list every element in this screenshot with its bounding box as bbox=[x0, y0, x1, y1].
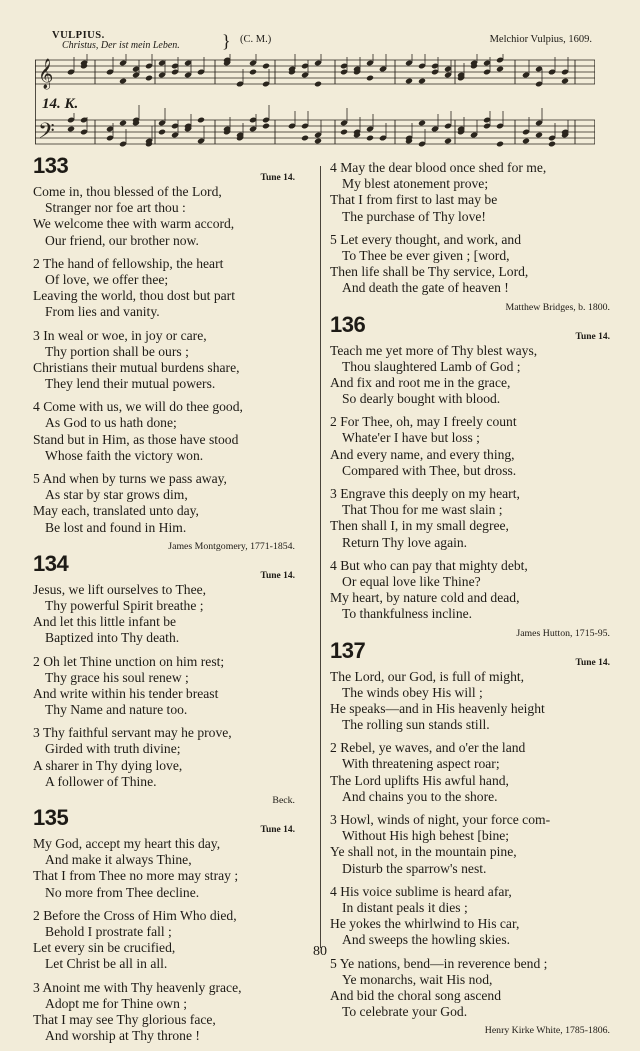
tune-name: VULPIUS. bbox=[52, 30, 105, 41]
verse-line: Thy portion shall be ours ; bbox=[45, 343, 189, 359]
note-head bbox=[301, 135, 309, 142]
verse-line: Come in, thou blessed of the Lord, bbox=[33, 184, 222, 199]
verse-line: Teach me yet more of Thy blest ways, bbox=[330, 342, 538, 358]
attribution: Henry Kirke White, 1785-1806. bbox=[484, 1025, 610, 1037]
stanza bbox=[33, 582, 295, 647]
hymn-number: 137 bbox=[330, 637, 366, 663]
stanza bbox=[330, 343, 610, 408]
verse-line: Whate'er I have but loss ; bbox=[342, 430, 480, 446]
attribution: James Montgomery, 1771-1854. bbox=[168, 540, 295, 552]
verse-line: Let every sin be crucified, bbox=[33, 940, 176, 956]
tune-reference: Tune 14. bbox=[575, 331, 610, 342]
hymn-number: 133 bbox=[33, 153, 69, 178]
verse-line: 3 Howl, winds of night, your force com- bbox=[330, 812, 551, 827]
stanza bbox=[330, 740, 610, 805]
verse-line: 3 Anoint me with Thy heavenly grace, bbox=[33, 979, 242, 995]
verse-line: Leaving the world, thou dost but part bbox=[33, 288, 235, 304]
hymn-block bbox=[33, 153, 295, 554]
stanza bbox=[33, 836, 295, 901]
note-head bbox=[314, 138, 322, 145]
hymn-header bbox=[330, 311, 610, 343]
stanza bbox=[330, 486, 610, 551]
brace-glyph: } bbox=[222, 31, 231, 51]
verse-line: My blest atonement prove; bbox=[342, 176, 489, 192]
stanza bbox=[330, 558, 610, 623]
clef-glyph: 𝄞 bbox=[38, 59, 54, 89]
verse-line: He yokes the whirlwind to His car, bbox=[330, 916, 520, 932]
stanza bbox=[330, 160, 610, 225]
verse-line: Stranger nor foe art thou : bbox=[45, 200, 186, 216]
verse-line: The winds obey His will ; bbox=[342, 684, 483, 700]
note-head bbox=[119, 120, 127, 127]
verse-line: And chains you to the shore. bbox=[342, 788, 498, 804]
note-head bbox=[418, 120, 426, 127]
attribution: James Hutton, 1715-95. bbox=[516, 627, 610, 639]
hymn-number: 134 bbox=[33, 550, 69, 576]
column-divider bbox=[320, 166, 321, 948]
tune-number: 14. K. bbox=[42, 96, 79, 112]
stanza bbox=[330, 669, 610, 734]
verse-line: And sweeps the howling skies. bbox=[342, 932, 511, 948]
hymn-block bbox=[33, 550, 295, 808]
verse-line: Disturb the sparrow's nest. bbox=[342, 860, 487, 876]
verse-line: My God, accept my heart this day, bbox=[33, 836, 221, 851]
verse-line: That I from Thee no more may stray ; bbox=[33, 868, 239, 884]
hymn-number: 136 bbox=[330, 311, 366, 337]
verse-line: And fix and root me in the grace, bbox=[330, 374, 511, 390]
verse-line: 4 Come with us, we will do thee good, bbox=[33, 399, 243, 415]
tune-header bbox=[52, 30, 592, 52]
note-head bbox=[444, 138, 452, 145]
hymn-header bbox=[33, 805, 295, 836]
verse-line: He speaks—and in His heavenly height bbox=[330, 700, 545, 716]
note-head bbox=[405, 78, 413, 85]
hymn-block bbox=[330, 637, 610, 1039]
note-head bbox=[548, 141, 556, 148]
verse-line: 2 The hand of fellowship, the heart bbox=[33, 255, 224, 271]
hymn-number: 135 bbox=[33, 805, 69, 830]
verse-line: Ye monarchs, wait His nod, bbox=[342, 971, 493, 987]
verse-line: 3 In weal or woe, in joy or care, bbox=[33, 327, 207, 343]
left-column bbox=[33, 153, 295, 1051]
verse-line: No more from Thee decline. bbox=[45, 884, 200, 900]
note-head bbox=[522, 138, 530, 145]
verse-line: 5 And when by turns we pass away, bbox=[33, 471, 227, 486]
verse-line: The purchase of Thy love! bbox=[342, 208, 486, 224]
music-score bbox=[35, 54, 595, 162]
verse-line: Jesus, we lift ourselves to Thee, bbox=[33, 581, 207, 597]
note-head bbox=[249, 69, 257, 76]
hymn-header bbox=[33, 550, 295, 582]
note-head bbox=[262, 63, 270, 70]
verse-line: A sharer in Thy dying love, bbox=[33, 757, 183, 773]
verse-line: With threatening aspect roar; bbox=[342, 756, 500, 772]
verse-line: Then shall I, in my small degree, bbox=[330, 518, 509, 534]
verse-line: And worship at Thy throne ! bbox=[45, 1028, 200, 1044]
verse-line: 2 Oh let Thine unction on him rest; bbox=[33, 653, 225, 669]
verse-line: My heart, by nature cold and dead, bbox=[330, 590, 520, 606]
note-head bbox=[366, 75, 374, 82]
verse-line: Or equal love like Thine? bbox=[342, 573, 481, 589]
verse-line: Ye shall not, in the mountain pine, bbox=[330, 844, 517, 860]
clef-glyph: 𝄢 bbox=[38, 119, 55, 149]
note-head bbox=[119, 78, 127, 85]
verse-line: Of love, we offer thee; bbox=[45, 271, 169, 287]
verse-line: As star by star grows dim, bbox=[45, 487, 188, 503]
verse-line: That I may see Thy glorious face, bbox=[33, 1011, 216, 1027]
hymn-header bbox=[330, 637, 610, 669]
stanza bbox=[330, 812, 610, 877]
hymn-block bbox=[33, 805, 295, 1044]
note-head bbox=[535, 132, 543, 139]
note-head bbox=[262, 123, 270, 130]
verse-line: The Lord uplifts His awful hand, bbox=[330, 772, 509, 788]
verse-line: 4 But who can pay that mighty debt, bbox=[330, 557, 528, 573]
stanza bbox=[33, 654, 295, 719]
stanza bbox=[33, 328, 295, 393]
note-head bbox=[314, 81, 322, 88]
verse-line: And death the gate of heaven ! bbox=[342, 280, 509, 296]
note-head bbox=[366, 135, 374, 142]
hymn-header bbox=[33, 153, 295, 184]
stanza bbox=[330, 884, 610, 949]
stanza bbox=[330, 956, 610, 1021]
note-head bbox=[418, 78, 426, 85]
verse-line: As God to us hath done; bbox=[45, 415, 177, 431]
verse-line: Be lost and found in Him. bbox=[45, 519, 187, 535]
tune-meter: (C. M.) bbox=[240, 34, 272, 45]
verse-line: And let this little infant be bbox=[33, 614, 177, 630]
verse-line: 3 Engrave this deeply on my heart, bbox=[330, 486, 520, 501]
verse-line: And write within his tender breast bbox=[33, 685, 219, 701]
verse-line: That I from first to last may be bbox=[330, 192, 498, 208]
stanza bbox=[33, 399, 295, 464]
tune-reference: Tune 14. bbox=[260, 825, 295, 835]
stanza bbox=[330, 414, 610, 479]
note-head bbox=[158, 129, 166, 136]
stanza bbox=[330, 232, 610, 297]
verse-line: 2 Rebel, ye waves, and o'er the land bbox=[330, 740, 526, 756]
verse-line: 4 His voice sublime is heard afar, bbox=[330, 883, 512, 899]
note-head bbox=[340, 129, 348, 136]
verse-line: Return Thy love again. bbox=[342, 534, 468, 550]
verse-line: The rolling sun stands still. bbox=[342, 717, 490, 733]
verse-line: Then life shall be Thy service, Lord, bbox=[330, 264, 529, 280]
attribution: Beck. bbox=[272, 795, 295, 806]
verse-line: 2 For Thee, oh, may I freely count bbox=[330, 414, 517, 430]
verse-line: Thy powerful Spirit breathe ; bbox=[45, 597, 204, 613]
tune-subtitle: Christus, Der ist mein Leben. bbox=[62, 40, 180, 51]
verse-line: To thankfulness incline. bbox=[342, 606, 473, 622]
stanza bbox=[33, 725, 295, 790]
page-number: 80 bbox=[313, 944, 327, 959]
note-head bbox=[67, 126, 75, 133]
verse-line: And every name, and every thing, bbox=[330, 446, 515, 462]
stanza bbox=[33, 980, 295, 1045]
verse-line: The Lord, our God, is full of might, bbox=[330, 668, 525, 684]
verse-line: Without His high behest [bine; bbox=[342, 828, 510, 844]
verse-line: Whose faith the victory won. bbox=[45, 447, 204, 463]
verse-line: In distant peals it dies ; bbox=[342, 899, 468, 915]
verse-line: And make it always Thine, bbox=[45, 852, 192, 868]
verse-line: May each, translated unto day, bbox=[33, 503, 199, 519]
tune-reference: Tune 14. bbox=[575, 657, 610, 668]
right-column bbox=[330, 160, 610, 1042]
stanza bbox=[33, 184, 295, 249]
verse-line: Girded with truth divine; bbox=[45, 741, 181, 757]
verse-line: 4 May the dear blood once shed for me, bbox=[330, 160, 547, 175]
verse-line: Thou slaughtered Lamb of God ; bbox=[342, 358, 521, 374]
verse-line: Adopt me for Thine own ; bbox=[45, 995, 188, 1011]
verse-line: Behold I prostrate fall ; bbox=[45, 923, 172, 939]
verse-line: That Thou for me wast slain ; bbox=[342, 502, 503, 518]
verse-line: Stand but in Him, as those have stood bbox=[33, 431, 239, 447]
verse-line: To celebrate your God. bbox=[342, 1004, 468, 1020]
verse-line: Compared with Thee, but dross. bbox=[342, 462, 517, 478]
note-head bbox=[496, 66, 504, 73]
tune-reference: Tune 14. bbox=[260, 173, 295, 183]
verse-line: Baptized into Thy death. bbox=[45, 630, 180, 646]
verse-line: They lend their mutual powers. bbox=[45, 376, 216, 392]
verse-line: Thy grace his soul renew ; bbox=[45, 669, 189, 685]
note-head bbox=[145, 75, 153, 82]
verse-line: A follower of Thine. bbox=[45, 773, 157, 789]
verse-line: So dearly bought with blood. bbox=[342, 391, 501, 407]
tune-reference: Tune 14. bbox=[260, 570, 295, 581]
hymn-block bbox=[330, 160, 610, 315]
verse-line: Our friend, our brother now. bbox=[45, 232, 199, 248]
verse-line: From lies and vanity. bbox=[45, 304, 160, 320]
verse-line: Christians their mutual burdens share, bbox=[33, 359, 240, 375]
verse-line: 5 Ye nations, bend—in reverence bend ; bbox=[330, 955, 548, 971]
verse-line: We welcome thee with warm accord, bbox=[33, 216, 235, 232]
stanza bbox=[33, 471, 295, 536]
verse-line: 3 Thy faithful servant may he prove, bbox=[33, 725, 232, 741]
verse-line: To Thee be ever given ; [word, bbox=[342, 247, 510, 263]
verse-line: And bid the choral song ascend bbox=[330, 987, 502, 1003]
stanza bbox=[33, 256, 295, 321]
attribution: Matthew Bridges, b. 1800. bbox=[505, 301, 610, 313]
note-head bbox=[496, 141, 504, 148]
note-head bbox=[561, 78, 569, 85]
note-head bbox=[197, 117, 205, 124]
stanza bbox=[33, 908, 295, 973]
verse-line: Let Christ be all in all. bbox=[45, 956, 168, 972]
hymn-block bbox=[330, 311, 610, 641]
verse-line: 2 Before the Cross of Him Who died, bbox=[33, 907, 237, 923]
verse-line: Thy Name and nature too. bbox=[45, 702, 188, 718]
tune-composer: Melchior Vulpius, 1609. bbox=[489, 34, 592, 45]
verse-line: 5 Let every thought, and work, and bbox=[330, 231, 522, 247]
